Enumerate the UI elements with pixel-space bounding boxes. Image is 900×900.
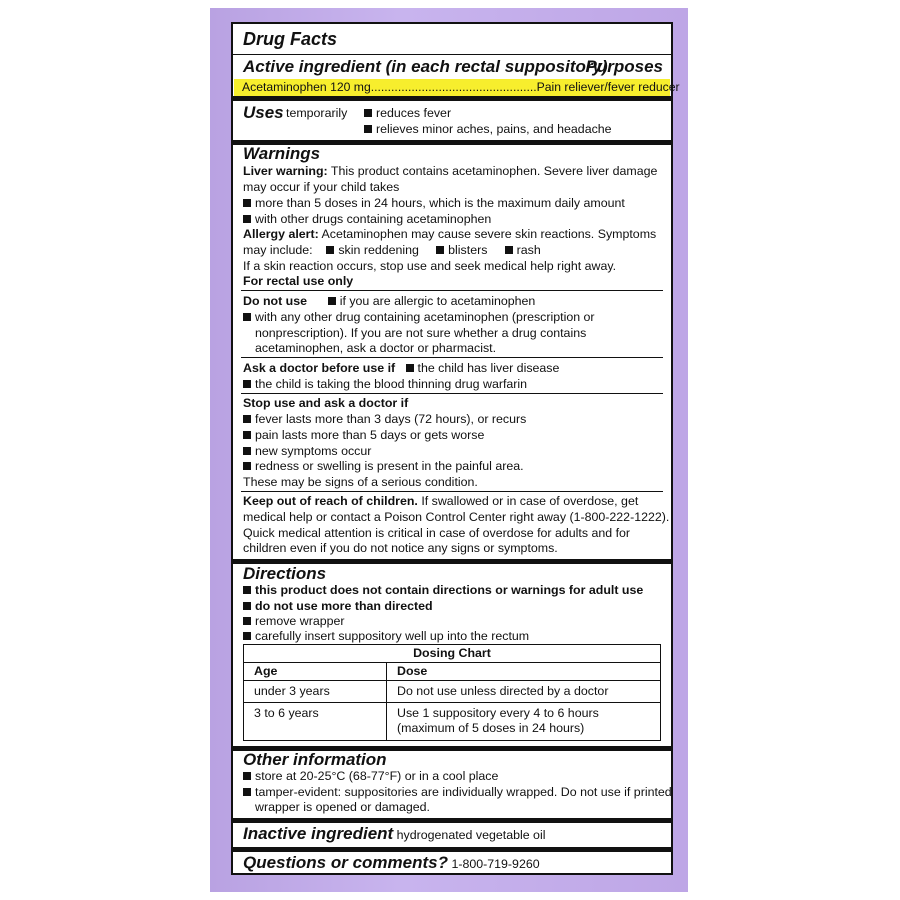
warnings-heading: Warnings — [243, 144, 321, 163]
bullet-icon — [364, 109, 372, 117]
liver-item: with other drugs containing acetaminophen — [243, 212, 491, 227]
divider — [241, 393, 663, 394]
divider — [233, 847, 671, 852]
questions-heading: Questions or comments? — [243, 853, 448, 872]
directions-item: do not use more than directed — [243, 599, 433, 614]
keep-out-of-reach: Keep out of reach of children. If swallowed or in case of overdose, get — [243, 494, 639, 508]
table-row — [244, 681, 661, 703]
dosing-chart — [243, 644, 661, 741]
phone-number: 1-800-719-9260 — [451, 857, 540, 871]
bullet-icon — [364, 125, 372, 133]
column-header-age: Age — [244, 663, 387, 681]
divider — [233, 54, 671, 55]
do-not-use-item: with any other drug containing acetaminophen (prescription or — [243, 310, 595, 325]
age-cell: under 3 years — [244, 681, 387, 703]
liver-warning: Liver warning: This product contains acetaminophen. Severe liver damage — [243, 164, 658, 178]
divider — [241, 290, 663, 291]
age-cell: 3 to 6 years — [244, 703, 387, 741]
active-ingredient-heading: Active ingredient (in each rectal suppository) — [243, 57, 608, 76]
bullet-icon — [243, 313, 251, 321]
bullet-icon — [406, 364, 414, 372]
other-item-cont: wrapper is opened or damaged. — [255, 800, 430, 814]
keep-out-text: children even if you do not notice any signs or symptoms. — [243, 541, 558, 555]
uses-intro: temporarily — [286, 106, 348, 120]
stop-use-item: pain lasts more than 5 days or gets worse — [243, 428, 484, 443]
bullet-icon — [328, 297, 336, 305]
table-row — [244, 645, 661, 663]
divider — [241, 491, 663, 492]
stop-use-item: new symptoms occur — [243, 444, 371, 459]
bullet-icon — [326, 246, 334, 254]
keep-out-text: medical help or contact a Poison Control Center right away (1-800-222-1222). — [243, 510, 670, 524]
bullet-icon — [243, 788, 251, 796]
uses-item: reduces fever — [364, 106, 451, 121]
uses-item: relieves minor aches, pains, and headache — [364, 122, 612, 137]
active-ingredient-line: Acetaminophen 120 mg.................................................Pain reliever/fever reducer — [242, 80, 680, 94]
bullet-icon — [243, 772, 251, 780]
bullet-icon — [243, 380, 251, 388]
dose-cell: Use 1 suppository every 4 to 6 hours (maximum of 5 doses in 24 hours) — [387, 703, 661, 741]
column-header-dose: Dose — [387, 663, 661, 681]
allergy-symptoms: may include: skin reddening blisters rash — [243, 243, 541, 257]
table-row — [244, 703, 661, 741]
liver-warning-cont: may occur if your child takes — [243, 180, 400, 194]
questions-line — [243, 853, 540, 874]
stop-use-note: These may be signs of a serious condition. — [243, 475, 478, 489]
purposes-heading: Purposes — [585, 57, 663, 76]
other-item: tamper-evident: suppositories are individually wrapped. Do not use if printed — [243, 785, 672, 800]
do-not-use-item-cont: nonprescription). If you are not sure whether a drug contains — [255, 326, 587, 340]
stop-use-item: fever lasts more than 3 days (72 hours), or recurs — [243, 412, 526, 427]
directions-heading: Directions — [243, 564, 327, 583]
directions-item: this product does not contain directions or warnings for adult use — [243, 583, 643, 598]
bullet-icon — [243, 215, 251, 223]
bullet-icon — [243, 415, 251, 423]
other-item: store at 20-25°C (68-77°F) or in a cool place — [243, 769, 498, 784]
bullet-icon — [243, 586, 251, 594]
bullet-icon — [243, 447, 251, 455]
directions-item: carefully insert suppository well up into the rectum — [243, 629, 529, 644]
allergy-alert: Allergy alert: Acetaminophen may cause severe skin reactions. Symptoms — [243, 227, 657, 241]
ask-doctor-item: the child is taking the blood thinning drug warfarin — [243, 377, 527, 392]
bullet-icon — [243, 617, 251, 625]
ask-doctor: Ask a doctor before use if the child has liver disease — [243, 361, 560, 375]
bullet-icon — [243, 602, 251, 610]
inactive-ingredient-heading: Inactive ingredient — [243, 824, 394, 843]
dose-cell: Do not use unless directed by a doctor — [387, 681, 661, 703]
bullet-icon — [243, 462, 251, 470]
drug-facts-title: Drug Facts — [243, 29, 338, 49]
other-information-heading: Other information — [243, 750, 387, 769]
divider — [241, 357, 663, 358]
do-not-use: Do not use if you are allergic to acetaminophen — [243, 294, 536, 308]
stop-use-item: redness or swelling is present in the painful area. — [243, 459, 524, 474]
divider — [233, 96, 671, 101]
allergy-advice: If a skin reaction occurs, stop use and seek medical help right away. — [243, 259, 617, 273]
do-not-use-item-cont: acetaminophen, ask a doctor or pharmacist. — [255, 341, 497, 355]
dosing-chart-title: Dosing Chart — [244, 645, 661, 663]
bullet-icon — [243, 632, 251, 640]
bullet-icon — [243, 431, 251, 439]
bullet-icon — [436, 246, 444, 254]
keep-out-text: Quick medical attention is critical in case of overdose for adults and for — [243, 526, 631, 540]
bullet-icon — [505, 246, 513, 254]
divider — [233, 818, 671, 823]
stop-use-heading: Stop use and ask a doctor if — [243, 396, 409, 410]
table-row — [244, 663, 661, 681]
directions-item: remove wrapper — [243, 614, 345, 629]
uses-heading: Uses — [243, 103, 284, 122]
bullet-icon — [243, 199, 251, 207]
liver-item: more than 5 doses in 24 hours, which is the maximum daily amount — [243, 196, 625, 211]
inactive-ingredient: Inactive ingredient hydrogenated vegetable oil — [243, 824, 546, 843]
rectal-use-note: For rectal use only — [243, 274, 354, 288]
drug-facts-panel — [231, 22, 680, 875]
